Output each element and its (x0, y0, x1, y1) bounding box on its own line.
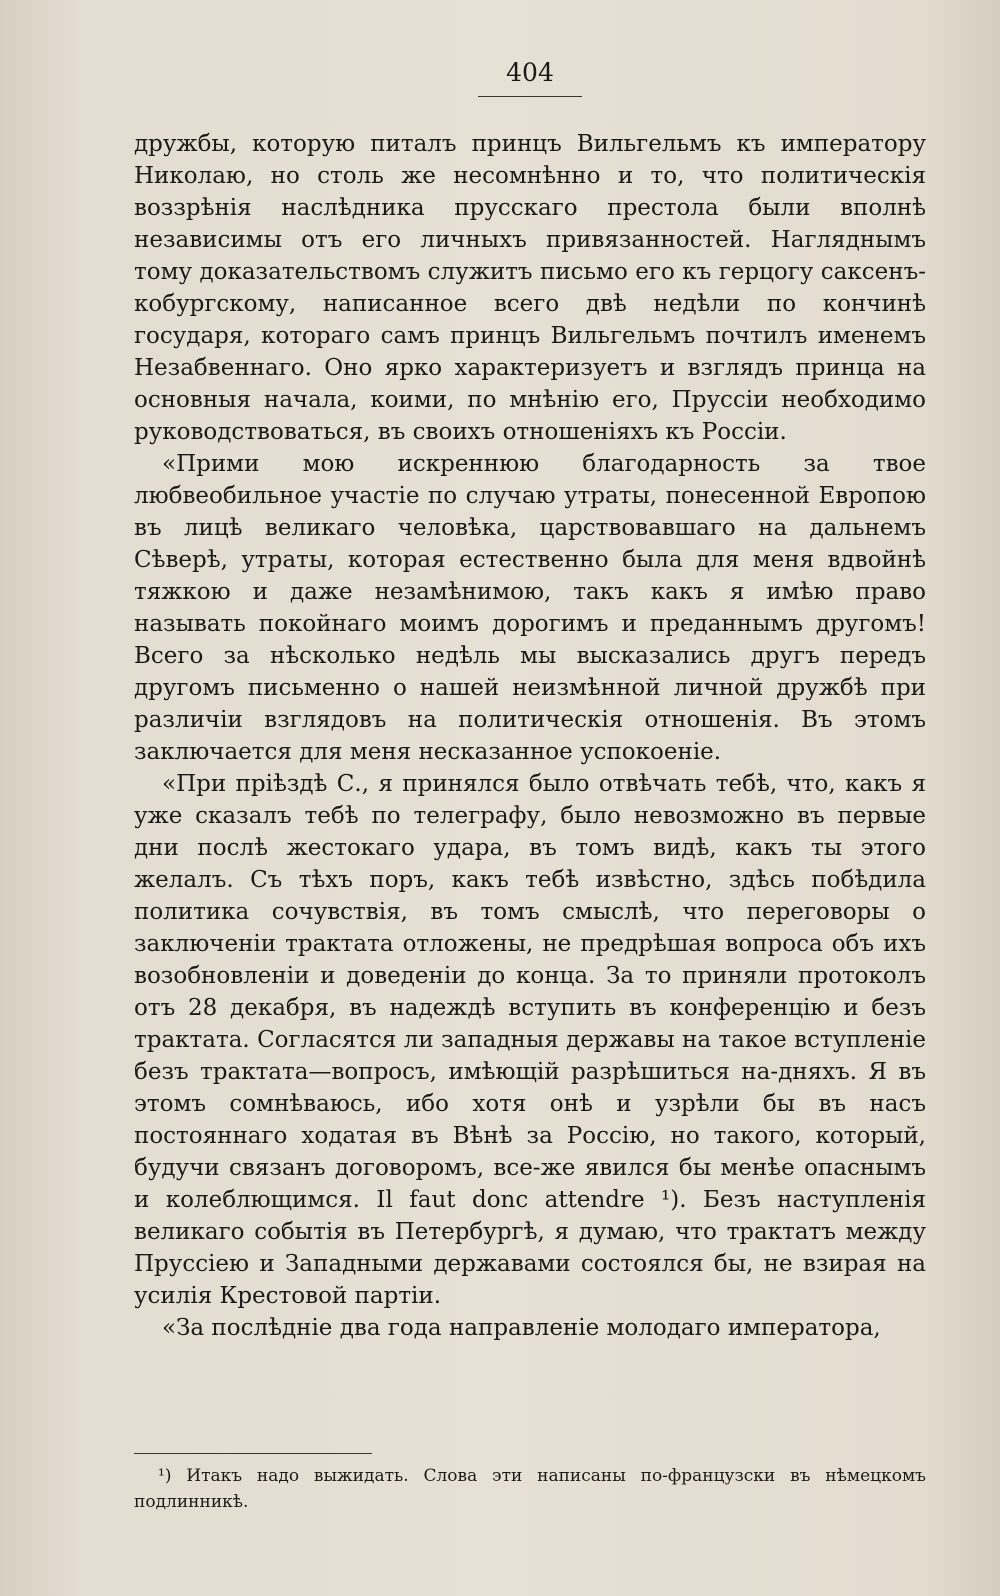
page-number-rule (478, 96, 582, 97)
footnote-rule (134, 1453, 372, 1454)
paragraph-4: «За послѣдніе два года направленіе молодаго императора, (162, 1315, 881, 1341)
body-text (134, 128, 926, 1344)
paragraph-2: «Прими мою искреннюю благодарность за твое любвеобильное участіе по случаю утраты, понесенной Европою въ лицѣ великаго человѣка, царствовавшаго на дальнемъ Сѣверѣ, утраты, которая естественно была для меня вдвойнѣ тяжкою и даже незамѣнимою, такъ какъ я имѣю право называть покойнаго моимъ дорогимъ и преданнымъ другомъ! Всего за нѣсколько недѣль мы высказались другъ передъ другомъ письменно о нашей неизмѣнной личной дружбѣ при различіи взглядовъ на политическія отношенія. Въ этомъ заключается для меня несказанное успокоеніе. (134, 451, 926, 765)
footnote: ¹) Итакъ надо выжидать. Слова эти написаны по-французски въ нѣмецкомъ подлинникѣ. (134, 1466, 926, 1512)
paragraph-1: дружбы, которую питалъ принцъ Вильгельмъ къ императору Николаю, но столь же несомнѣнно и то, что политическія воззрѣнія наслѣдника прусскаго престола были вполнѣ независимы отъ его личныхъ привязанностей. Нагляднымъ тому доказательствомъ служитъ письмо его къ герцогу саксенъ-кобургскому, написанное всего двѣ недѣли по кончинѣ государя, котораго самъ принцъ Вильгельмъ почтилъ именемъ Незабвеннаго. Оно ярко характеризуетъ и взглядъ принца на основныя начала, коими, по мнѣнію его, Пруссіи необходимо руководствоваться, въ своихъ отношеніяхъ къ Россіи. (134, 131, 926, 445)
paragraph-3: «При пріѣздѣ С., я принялся было отвѣчать тебѣ, что, какъ я уже сказалъ тебѣ по телеграфу, было невозможно въ первые дни послѣ жестокаго удара, въ томъ видѣ, какъ ты этого желалъ. Съ тѣхъ поръ, какъ тебѣ извѣстно, здѣсь побѣдила политика сочувствія, въ томъ смыслѣ, что переговоры о заключеніи трактата отложены, не предрѣшая вопроса объ ихъ возобновленіи и доведеніи до конца. За то приняли протоколъ отъ 28 декабря, въ надеждѣ вступить въ конференцію и безъ трактата. Согласятся ли западныя державы на такое вступленіе безъ трактата—вопросъ, имѣющій разрѣшиться на-дняхъ. Я въ этомъ сомнѣваюсь, ибо хотя онѣ и узрѣли бы въ насъ постояннаго ходатая въ Вѣнѣ за Россію, но такого, который, будучи связанъ договоромъ, все-же явился бы менѣе опаснымъ и колеблющимся. Il faut donc attendre ¹). Безъ наступленія великаго событія въ Петербургѣ, я думаю, что трактатъ между Пруссіею и Западными державами состоялся бы, не взирая на усилія Крестовой партіи. (134, 771, 926, 1309)
page-number: 404 (506, 58, 554, 87)
